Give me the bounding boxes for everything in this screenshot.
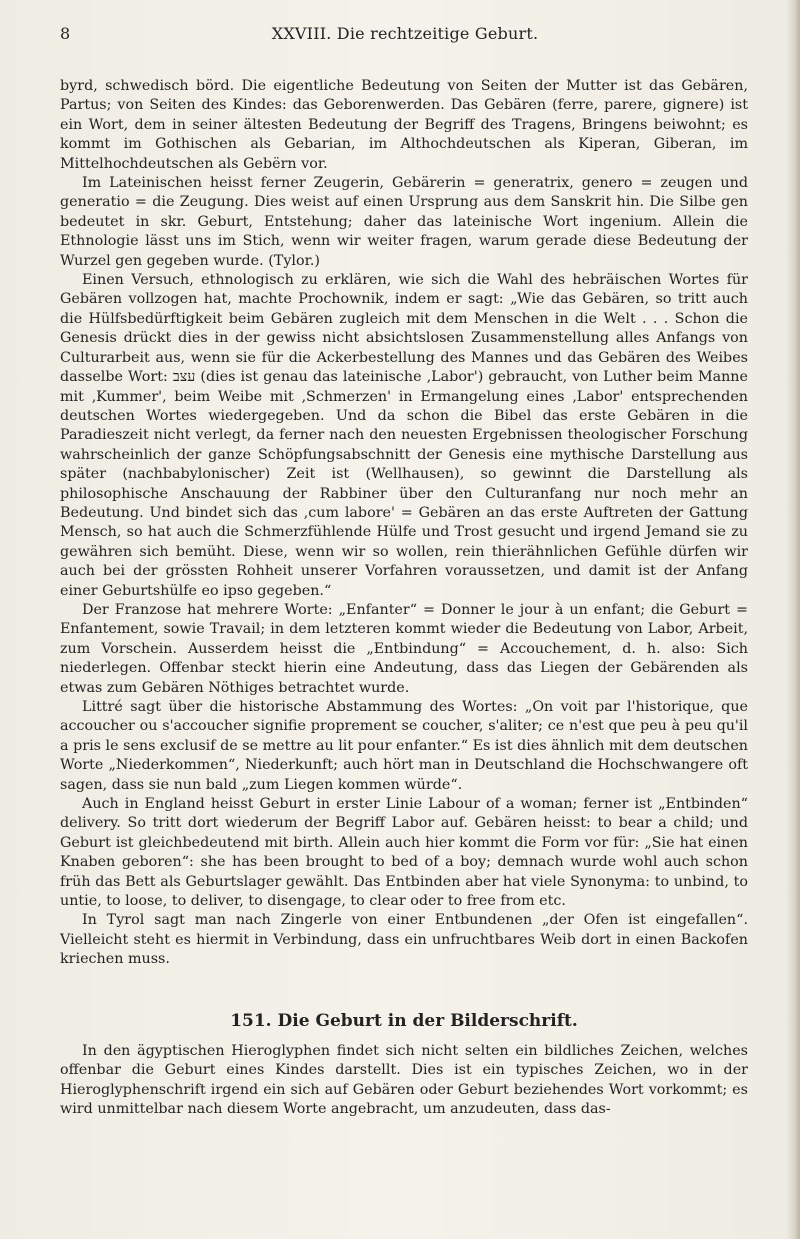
running-header — [60, 20, 750, 50]
chapter-title: XXVIII. Die rechtzeitige Geburt. — [271, 24, 539, 43]
paragraph: Littré sagt über die historische Abstammung des Wortes: „On voit par l'historique, que accoucher ou s'accoucher signifie proprement se coucher, s'aliter; ce n'est que peu à peu qu'il a pris le sens exclusif de se mettre au lit pour enfanter.“ Es ist dies ähnlich mit dem deutschen Worte „Niederkommen“, Niederkunft; auch hört man in Deutschland die Hochschwangere oft sagen, dass sie nun bald „zum Liegen kommen würde“. — [60, 699, 748, 793]
paragraph: Einen Versuch, ethnologisch zu erklären, wie sich die Wahl des hebräischen Wortes für Gebären vollzogen hat, machte Prochownik, indem er sagt: „Wie das Gebären, so tritt auch die Hülfsbedürftigkeit beim Gebären zugleich mit dem Menschen in die Welt . . . Schon die Genesis drückt dies in der gewiss nicht absichtslosen Zusammenstellung alles Anfangs von Culturarbeit aus, wenn sie für die Ackerbestellung des Mannes und das Gebären des Weibes dasselbe Wort: עצב (dies ist genau das lateinische ‚Labor') gebraucht, von Luther beim Manne mit ‚Kummer', beim Weibe mit ‚Schmerzen' in Ermangelung eines ‚Labor' entsprechenden deutschen Wortes wiedergegeben. Und da schon die Bibel das erste Gebären in die Paradieszeit nicht verlegt, da ferner nach den neuesten Ergebnissen theologischer Forschung wahrscheinlich der ganze Schöpfungsabschnitt der Genesis eine mythische Darstellung aus später (nachbabylonischer) Zeit ist (Wellhausen), so gewinnt die Darstellung als philosophische Anschauung der Rabbiner über den Culturanfang nur noch mehr an Bedeutung. Und bindet sich das ‚cum labore' = Gebären an das erste Auftreten der Gattung Mensch, so hat auch die Schmerzfühlende Hülfe und Trost gesucht und irgend Jemand sie zu gewähren sich bemüht. Diese, wenn wir so wollen, rein thierähnlichen Gefühle dürfen wir auch bei der grössten Rohheit unserer Vorfahren voraussetzen, und damit ist der Anfang einer Geburtshülfe eo ipso gegeben.“ — [60, 272, 748, 599]
section-heading: 151. Die Geburt in der Bilderschrift. — [230, 1010, 578, 1031]
paragraph: In Tyrol sagt man nach Zingerle von einer Entbundenen „der Ofen ist eingefallen“. Vielleicht steht es hiermit in Verbindung, dass ein unfruchtbares Weib dort in einen Backofen kriechen muss. — [60, 912, 748, 968]
paragraph: Auch in England heisst Geburt in erster Linie Labour of a woman; ferner ist „Entbinden“ delivery. So tritt dort wiederum der Begriff Labor auf. Gebären heisst: to bear a child; und Geburt ist gleichbedeutend mit birth. Allein auch hier kommt die Form vor für: „Sie hat einen Knaben geboren“: she has been brought to bed of a boy; demnach wurde wohl auch schon früh das Bett als Geburtslager gewählt. Das Entbinden aber hat viele Synonyma: to unbind, to untie, to loose, to deliver, to disengage, to clear oder to free from etc. — [60, 796, 748, 910]
paragraph: Der Franzose hat mehrere Worte: „Enfanter“ = Donner le jour à un enfant; die Geburt = Enfantement, sowie Travail; in dem letzteren kommt wieder die Bedeutung von Labor, Arbeit, zum Vorschein. Ausserdem heisst die „Entbindung“ = Accouchement, d. h. also: Sich niederlegen. Offenbar steckt hierin eine Andeutung, dass das Liegen der Gebärenden als etwas zum Gebären Nöthiges betrachtet wurde. — [60, 601, 748, 696]
page-edge-shadow — [786, 0, 800, 1239]
paragraph: Im Lateinischen heisst ferner Zeugerin, Gebärerin = generatrix, genero = zeugen und generatio = die Zeugung. Dies weist auf einen Ursprung aus dem Sanskrit hin. Die Silbe gen bedeutet in skr. Geburt, Entstehung; daher das lateinische Wort ingenium. Allein die Ethnologie lässt uns im Stich, wenn wir weiter fragen, warum gerade diese Bedeutung der Wurzel gen gegeben wurde. (Tylor.) — [60, 175, 748, 269]
paragraph: In den ägyptischen Hieroglyphen findet sich nicht selten ein bildliches Zeichen, welches offenbar die Geburt eines Kindes darstellt. Dies ist ein typisches Zeichen, wo in der Hieroglyphenschrift irgend ein sich auf Gebären oder Geburt beziehendes Wort vorkommt; es wird unmittelbar nach diesem Worte angebracht, um anzudeuten, dass das- — [60, 1042, 748, 1117]
page-number: 8 — [60, 24, 71, 43]
page-body — [60, 77, 748, 1119]
paragraph: byrd, schwedisch börd. Die eigentliche Bedeutung von Seiten der Mutter ist das Gebären, Partus; von Seiten des Kindes: das Geborenwerden. Das Gebären (ferre, parere, gignere) ist ein Wort, dem in seiner ältesten Bedeutung der Begriff des Tragens, Bringens beiwohnt; es kommt im Gothischen als Gebarian, im Althochdeutschen als Kiperan, Giberan, im Mittelhochdeutschen als Gebërn vor. — [60, 78, 748, 172]
